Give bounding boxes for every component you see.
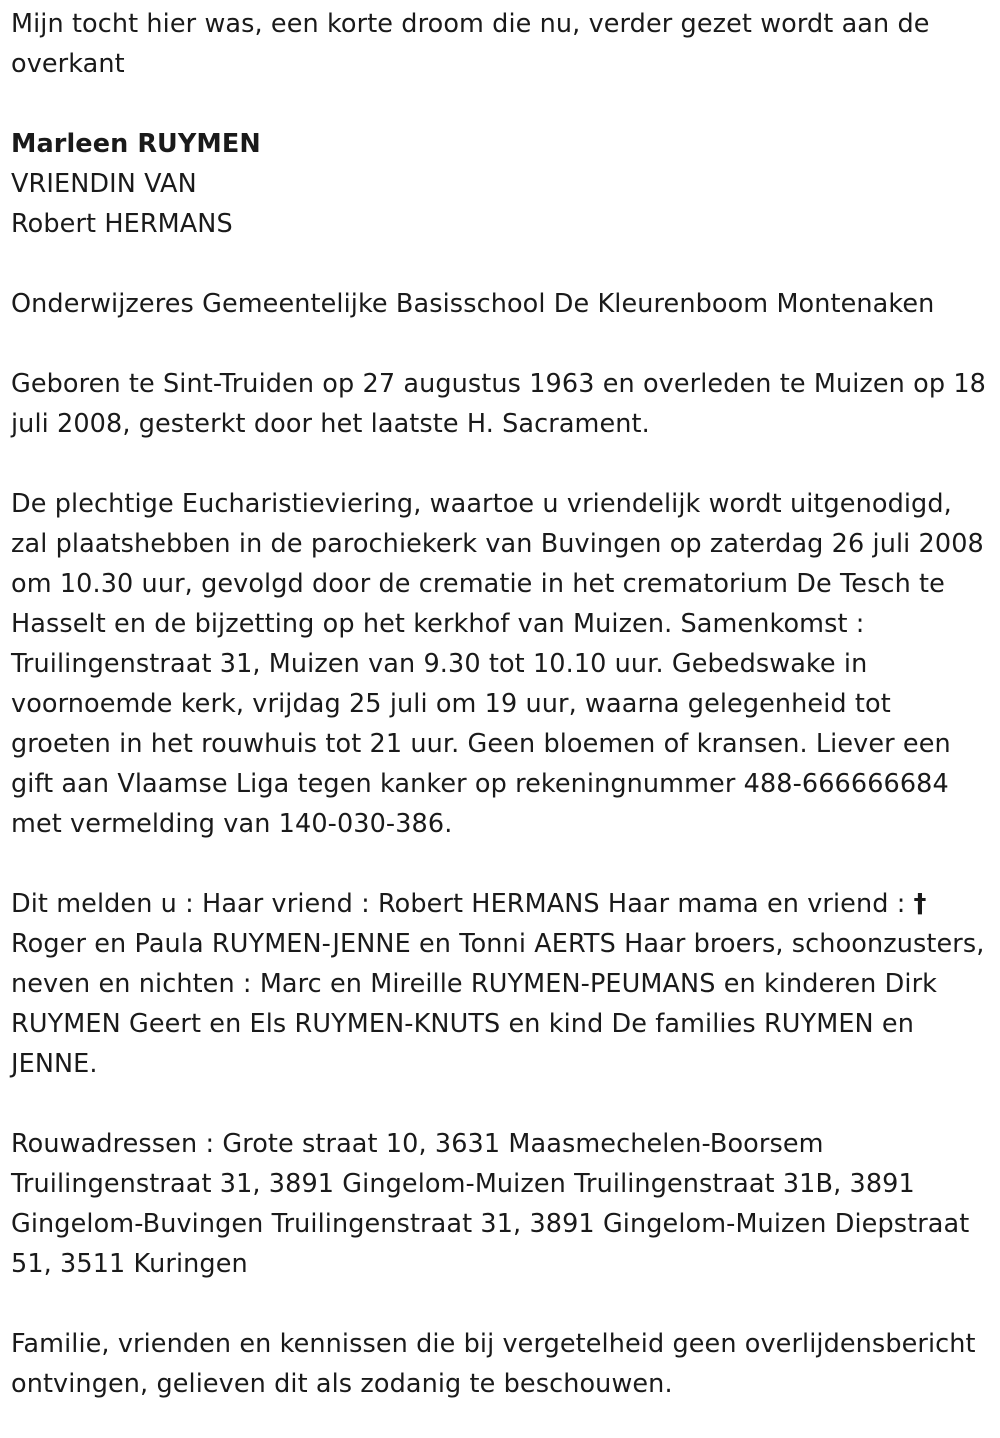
announcers-paragraph xyxy=(11,884,990,1084)
spacer xyxy=(11,1284,990,1324)
announcers-rest: Roger en Paula RUYMEN-JENNE en Tonni AERTS Haar broers, schoonzusters, neven en nichten : Marc en Mireille RUYMEN-PEUMANS en kinderen Dirk RUYMEN Geert en Els RUYMEN-KNUTS en kind De families RUYMEN en JENNE. xyxy=(11,929,985,1079)
partner-name: Robert HERMANS xyxy=(11,209,233,239)
spacer xyxy=(11,324,990,364)
spacer xyxy=(11,84,990,124)
spacer xyxy=(11,244,990,284)
deceased-name: Marleen RUYMEN xyxy=(11,129,261,159)
spacer xyxy=(11,844,990,884)
closing-paragraph: Familie, vrienden en kennissen die bij vergetelheid geen overlijdensbericht ontvingen, gelieven dit als zodanig te beschouwen. xyxy=(11,1329,976,1399)
relation-label: VRIENDIN VAN xyxy=(11,169,197,199)
occupation-line: Onderwijzeres Gemeentelijke Basisschool De Kleurenboom Montenaken xyxy=(11,289,935,319)
ceremony-paragraph: De plechtige Eucharistieviering, waartoe u vriendelijk wordt uitgenodigd, zal plaatshebben in de parochiekerk van Buvingen op zaterdag 26 juli 2008 om 10.30 uur, gevolgd door de crematie in het crematorium De Tesch te Hasselt en de bijzetting op het kerkhof van Muizen. Samenkomst : Truilingenstraat 31, Muizen van 9.30 tot 10.10 uur. Gebedswake in voornoemde kerk, vrijdag 25 juli om 19 uur, waarna gelegenheid tot groeten in het rouwhuis tot 21 uur. Geen bloemen of kransen. Liever een gift aan Vlaamse Liga tegen kanker op rekeningnummer 488-666666684 met vermelding van 140-030-386. xyxy=(11,489,984,839)
cross-icon: † xyxy=(913,889,927,919)
announcers-intro: Dit melden u : Haar vriend : Robert HERMANS Haar mama en vriend : xyxy=(11,889,906,919)
addresses-paragraph: Rouwadressen : Grote straat 10, 3631 Maasmechelen-Boorsem Truilingenstraat 31, 3891 Gingelom-Muizen Truilingenstraat 31B, 3891 Gingelom-Buvingen Truilingenstraat 31, 3891 Gingelom-Muizen Diepstraat 51, 3511 Kuringen xyxy=(11,1129,970,1279)
spacer xyxy=(11,444,990,484)
spacer xyxy=(11,1084,990,1124)
birth-death-paragraph: Geboren te Sint-Truiden op 27 augustus 1963 en overleden te Muizen op 18 juli 2008, gesterkt door het laatste H. Sacrament. xyxy=(11,369,986,439)
opening-quote: Mijn tocht hier was, een korte droom die nu, verder gezet wordt aan de overkant xyxy=(11,9,930,79)
